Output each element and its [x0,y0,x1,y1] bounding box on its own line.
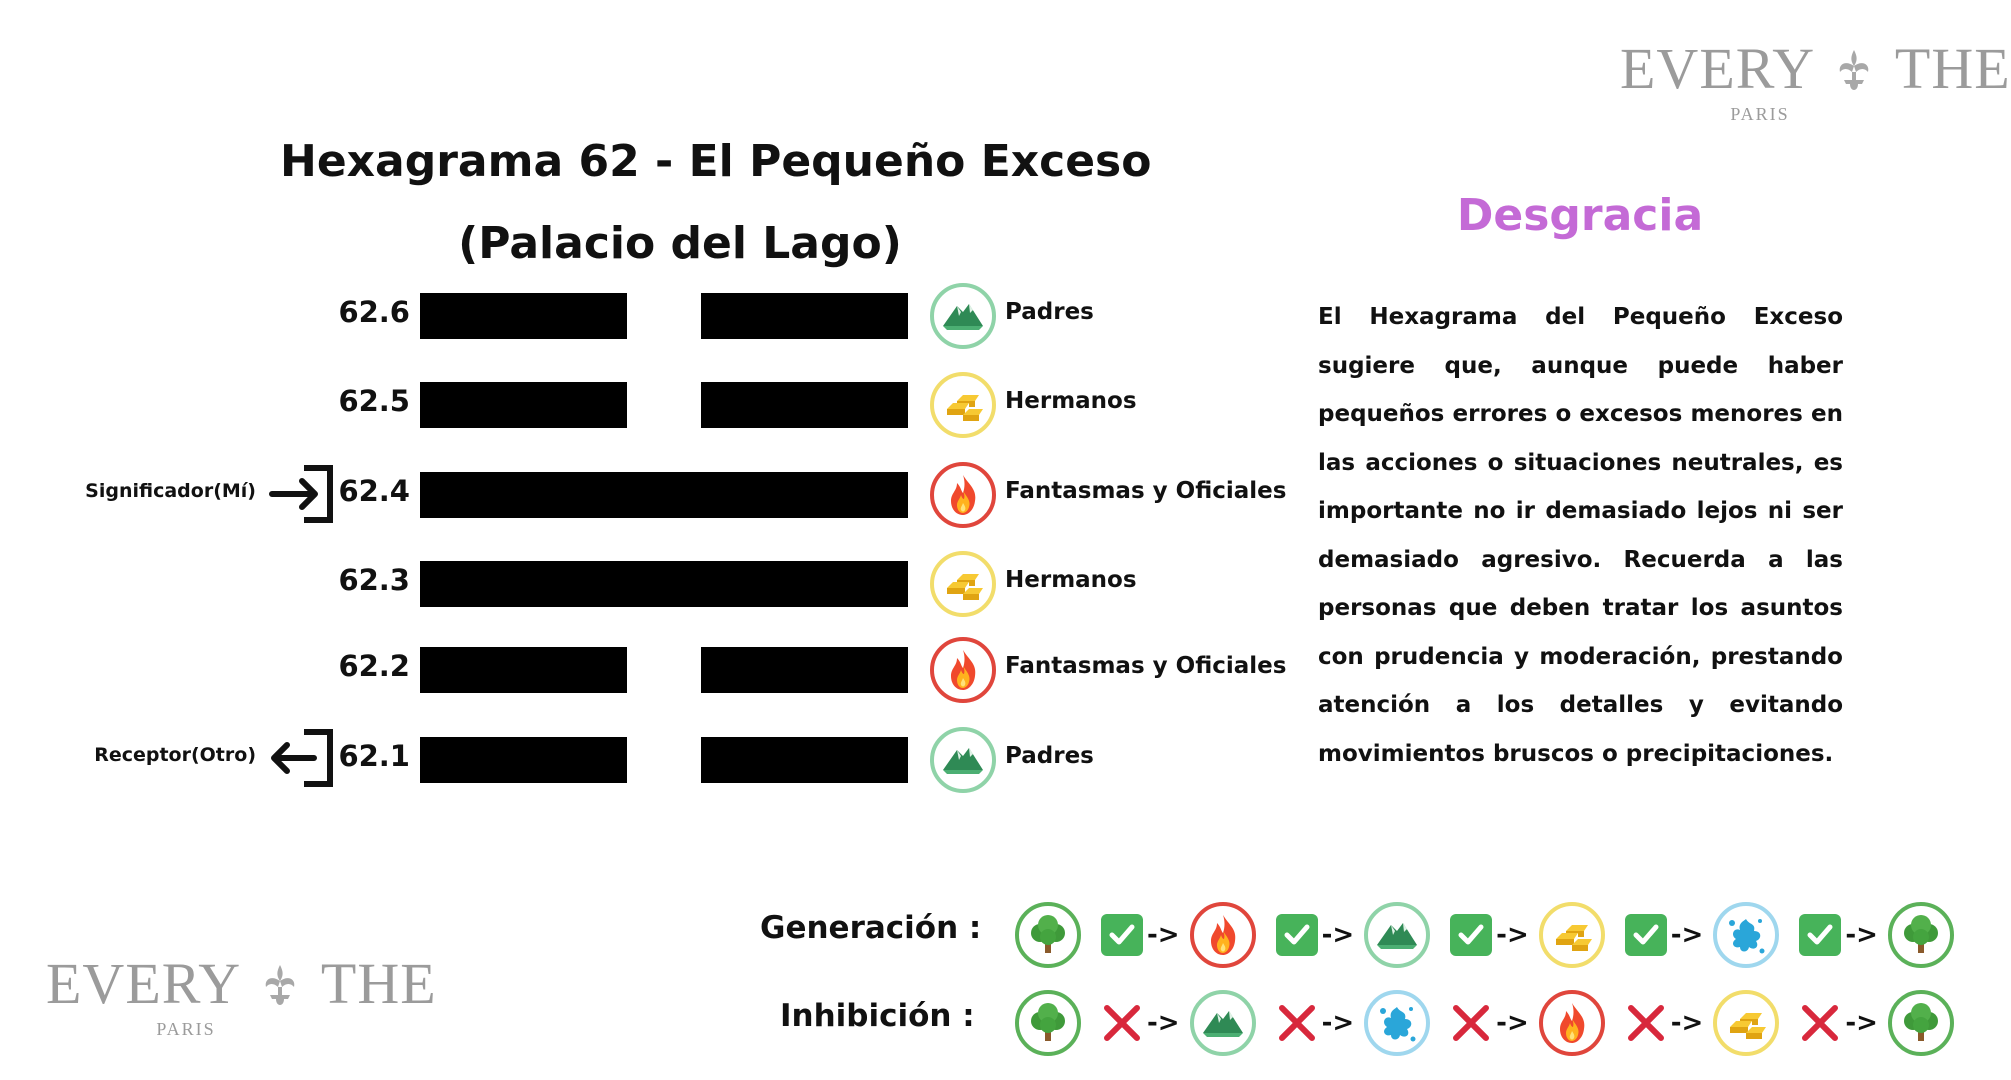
line-label: 62.2 [338,649,410,683]
fortune-heading: Desgracia [1456,190,1704,241]
wood-icon [1015,902,1081,968]
wood-icon [1015,990,1081,1056]
yin-line-segment [420,293,627,339]
connector-arrow: -> [1321,1008,1355,1038]
cross-icon [1450,1002,1492,1044]
check-icon [1450,914,1492,956]
fire-icon [1190,902,1256,968]
connector-arrow: -> [1496,920,1529,950]
relation-label: Padres [1005,299,1094,325]
connector-arrow: -> [1670,1008,1704,1038]
line-label: 62.3 [338,563,410,597]
check-icon [1799,914,1841,956]
hexagram-description: El Hexagrama del Pequeño Exceso sugiere que, aunque puede haber pequeños errores o excesos menores en las acciones o situaciones neutrales, es importante no ir demasiado lejos ni ser demasiado agresivo. Recuerda a las personas que deben tratar los asuntos con prudencia y moderación, prestando atención a los detalles y evitando movimientos bruscos o precipitaciones. [1318,304,1843,767]
fire-icon [930,637,996,703]
check-icon [1276,914,1318,956]
brand-logo-top: EVERY THE PARIS [1620,36,2011,124]
relation-label: Hermanos [1005,567,1137,593]
fire-icon [930,462,996,528]
yin-line-segment [420,737,627,783]
fire-icon [1539,990,1605,1056]
cross-icon [1625,1002,1667,1044]
connector-arrow: -> [1147,920,1180,950]
connector-arrow: -> [1147,1008,1180,1038]
connector-arrow: -> [1845,1008,1878,1038]
wood-icon [1888,990,1954,1056]
wood-icon [1888,902,1954,968]
inhibition-chain [1015,990,1954,1056]
yin-line-segment [420,647,627,693]
relation-label: Fantasmas y Oficiales [1005,478,1287,504]
earth-icon [930,727,996,793]
gold-icon [930,372,996,438]
gold-icon [1539,902,1605,968]
earth-icon [930,283,996,349]
check-icon [1625,914,1667,956]
significator-arrow-icon [268,463,336,529]
yang-line [420,561,908,607]
generation-label: Generación : [760,910,982,946]
cross-icon [1101,1002,1143,1044]
yin-line-segment [701,647,908,693]
check-icon [1101,914,1143,956]
yin-line-segment [701,382,908,428]
connector-arrow: -> [1670,920,1704,950]
receptor-label: Receptor(Otro) [94,744,256,766]
relation-label: Hermanos [1005,388,1137,414]
generation-chain [1015,902,1954,968]
significator-label: Significador(Mí) [85,480,256,502]
relation-label: Padres [1005,743,1094,769]
yin-line-segment [701,737,908,783]
earth-icon [1190,990,1256,1056]
page-subtitle: (Palacio del Lago) [458,218,902,269]
line-label: 62.6 [338,295,410,329]
fleur-icon [239,951,321,1016]
brand-logo-bottom: EVERY THE PARIS [46,951,437,1039]
page-title: Hexagrama 62 - El Pequeño Exceso [280,136,1152,187]
water-icon [1364,990,1430,1056]
relation-label: Fantasmas y Oficiales [1005,653,1287,679]
cross-icon [1799,1002,1841,1044]
earth-icon [1364,902,1430,968]
receptor-arrow-icon [268,727,336,793]
inhibition-label: Inhibición : [780,998,975,1034]
connector-arrow: -> [1845,920,1878,950]
connector-arrow: -> [1321,920,1355,950]
water-icon [1713,902,1779,968]
line-label: 62.5 [338,384,410,418]
fleur-icon [1813,36,1895,101]
line-label: 62.1 [338,739,410,773]
yin-line-segment [701,293,908,339]
gold-icon [930,551,996,617]
connector-arrow: -> [1496,1008,1529,1038]
yang-line [420,472,908,518]
line-label: 62.4 [338,474,410,508]
yin-line-segment [420,382,627,428]
cross-icon [1276,1002,1318,1044]
gold-icon [1713,990,1779,1056]
